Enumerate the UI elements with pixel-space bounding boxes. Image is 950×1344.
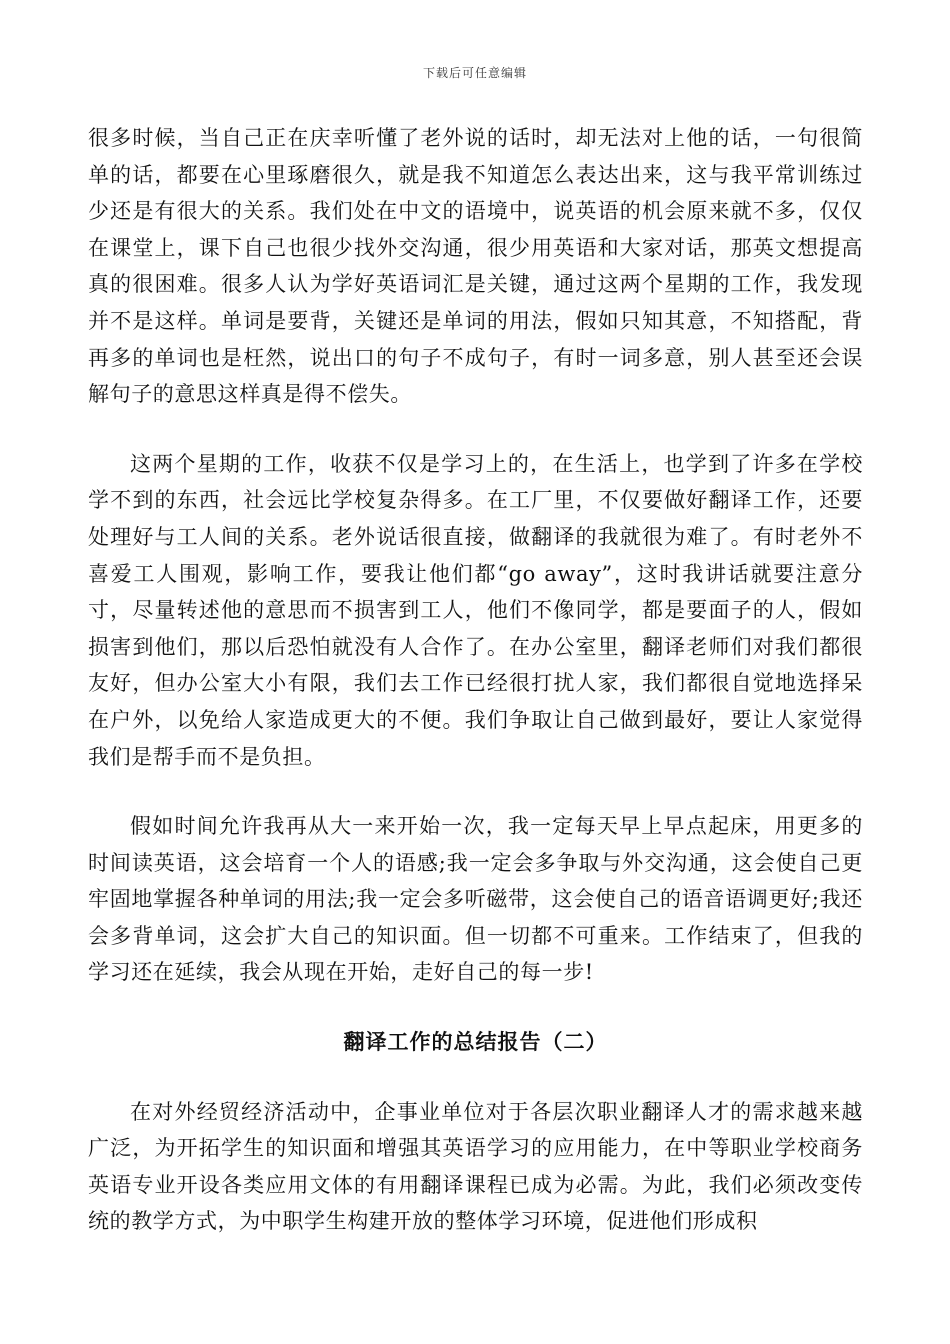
header-note: 下载后可任意编辑 xyxy=(422,66,527,80)
section-paragraph: 在对外经贸经济活动中，企事业单位对于各层次职业翻译人才的需求越来越广泛，为开拓学生的知识面和增强其英语学习的应用能力，在中等职业学校商务英语专业开设各类应用文体的有用翻译课程已成为必需。为此，我们必须改变传统的教学方式，为中职学生构建开放的整体学习环境，促进他们形成积 xyxy=(88,1099,863,1234)
paragraph-gap xyxy=(88,1061,863,1094)
paragraph-2: 这两个星期的工作，收获不仅是学习上的，在生活上，也学到了许多在学校学不到的东西，社会远比学校复杂得多。在工厂里，不仅要做好翻译工作，还要处理好与工人间的关系。老外说话很直接，做翻译的我就很为难了。有时老外不喜爱工人围观，影响工作，要我让他们都“go away”，这时我讲话就要注意分寸，尽量转述他的意思而不损害到工人，他们不像同学，都是要面子的人，假如损害到他们，那以后恐怕就没有人合作了。在办公室里，翻译老师们对我们都很友好，但办公室大小有限，我们去工作已经很打扰人家，我们都很自觉地选择呆在户外，以免给人家造成更大的不便。我们争取让自己做到最好，要让人家觉得我们是帮手而不是负担。 xyxy=(88,451,863,769)
document-body xyxy=(88,120,863,1240)
paragraph-gap xyxy=(88,413,863,446)
paragraph-1: 很多时候，当自己正在庆幸听懂了老外说的话时，却无法对上他的话，一句很简单的话，都要在心里琢磨很久，就是我不知道怎么表达出来，这与我平常训练过少还是有很大的关系。我们处在中文的语境中，说英语的机会原来就不多，仅仅在课堂上，课下自己也很少找外交沟通，很少用英语和大家对话，那英文想提高真的很困难。很多人认为学好英语词汇是关键，通过这两个星期的工作，我发现并不是这样。单词是要背，关键还是单词的用法，假如只知其意，不知搭配，背再多的单词也是枉然，说出口的句子不成句子，有时一词多意，别人甚至还会误解句子的意思这样真是得不偿失。 xyxy=(88,126,863,407)
paragraph-3: 假如时间允许我再从大一来开始一次，我一定每天早上早点起床，用更多的时间读英语，这会培育一个人的语感;我一定会多争取与外交沟通，这会使自己更牢固地掌握各种单词的用法;我一定会多听磁带，这会使自己的语音语调更好;我还会多背单词，这会扩大自己的知识面。但一切都不可重来。工作结束了，但我的学习还在延续，我会从现在开始，走好自己的每一步! xyxy=(88,814,863,985)
paragraph-gap xyxy=(88,775,863,808)
paragraph-gap xyxy=(88,991,863,1024)
section-title: 翻译工作的总结报告（二） xyxy=(343,1029,608,1055)
